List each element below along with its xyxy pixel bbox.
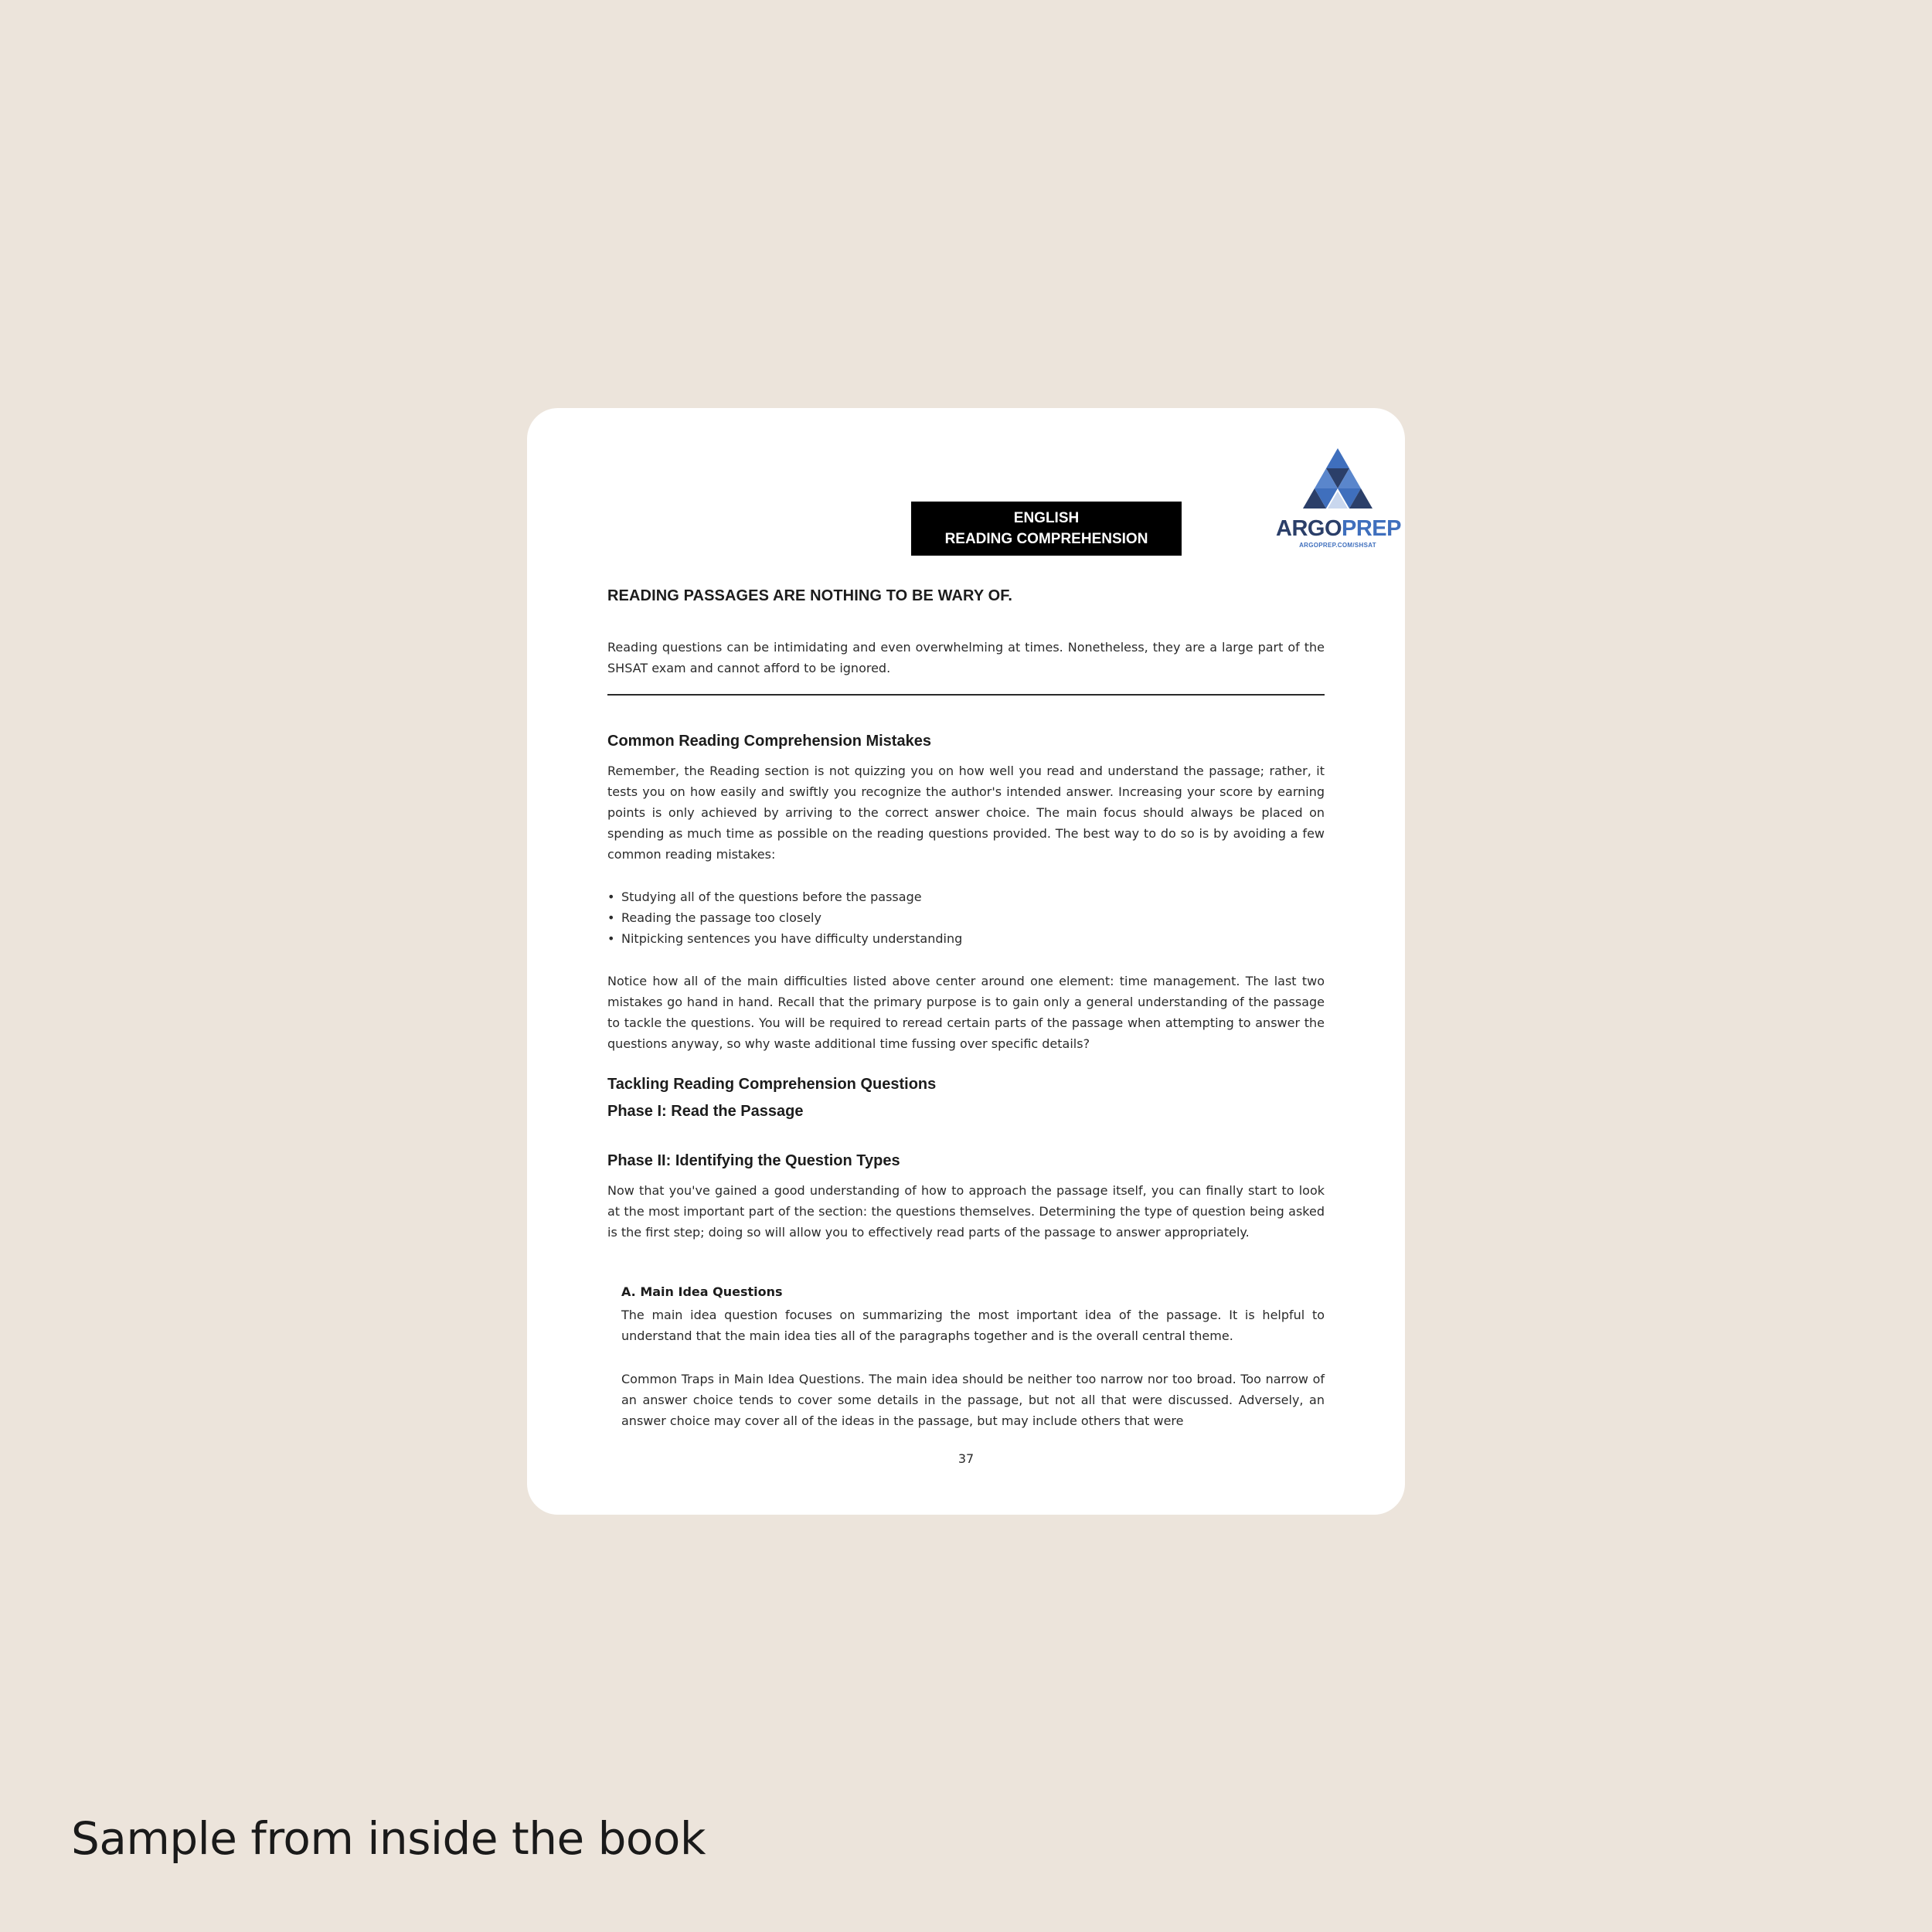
notice-paragraph: Notice how all of the main difficulties listed above center around one element: time management. The last two mistakes go hand in hand. Recall that the primary purpose is to gain only a general understanding of the passage to tackle the questions. You will be required to reread certain parts of the passage when attempting to answer the questions anyway, so why waste additional time fussing over specific details? bbox=[607, 974, 1325, 1051]
phase2-paragraph: Now that you've gained a good understanding of how to approach the passage itself, you can finally start to look at the most important part of the section: the questions themselves. Determining the type of question being asked is the first step; doing so will allow you to effectively read parts of the passage to answer appropriately. bbox=[607, 1183, 1325, 1240]
page-number: 37 bbox=[957, 1451, 975, 1466]
section-banner bbox=[911, 502, 1182, 556]
traps-paragraph: Common Traps in Main Idea Questions. The main idea should be neither too narrow nor too broad. Too narrow of an answer choice tends to cover some details in the passage, but not all that were discussed. Adversely, an answer choice may cover all of the ideas in the passage, but may include others that were bbox=[621, 1372, 1325, 1428]
tackling-heading: Tackling Reading Comprehension Questions bbox=[607, 1076, 937, 1093]
list-item: • Nitpicking sentences you have difficulty understanding bbox=[607, 928, 1325, 949]
banner-line-1: ENGLISH bbox=[1013, 510, 1080, 526]
sample-caption: Sample from inside the book bbox=[71, 1812, 706, 1865]
divider-rule bbox=[607, 694, 1325, 696]
logo-prep: PREP bbox=[1342, 516, 1401, 541]
banner-line-2: READING COMPREHENSION bbox=[944, 531, 1148, 547]
argoprep-logo bbox=[1276, 448, 1400, 549]
mistakes-list bbox=[607, 886, 1325, 949]
logo-wordmark bbox=[1276, 516, 1400, 542]
logo-argo: ARGO bbox=[1276, 516, 1342, 541]
main-idea-heading: A. Main Idea Questions bbox=[621, 1284, 783, 1299]
main-heading: READING PASSAGES ARE NOTHING TO BE WARY OF. bbox=[607, 587, 1012, 604]
book-page-card bbox=[527, 408, 1405, 1515]
mistakes-heading: Common Reading Comprehension Mistakes bbox=[607, 733, 931, 750]
intro-paragraph: Reading questions can be intimidating and even overwhelming at times. Nonetheless, they are a large part of the SHSAT exam and cannot afford to be ignored. bbox=[607, 640, 1325, 675]
logo-url: ARGOPREP.COM/SHSAT bbox=[1299, 542, 1376, 549]
main-idea-paragraph: The main idea question focuses on summarizing the most important idea of the passage. It is helpful to understand that the main idea ties all of the paragraphs together and is the overall central theme. bbox=[621, 1308, 1325, 1343]
list-item: • Studying all of the questions before the passage bbox=[607, 886, 1325, 907]
triangle-logo-icon bbox=[1299, 448, 1376, 516]
phase2-heading: Phase II: Identifying the Question Types bbox=[607, 1152, 900, 1169]
list-item: • Reading the passage too closely bbox=[607, 907, 1325, 928]
phase1-heading: Phase I: Read the Passage bbox=[607, 1103, 804, 1120]
mistakes-paragraph: Remember, the Reading section is not quizzing you on how well you read and understand the passage; rather, it tests you on how easily and swiftly you recognize the author's intended answer. Increasing your score by earning points is only achieved by arriving to the correct answer choice. The main focus should always be placed on spending as much time as possible on the reading questions provided. The best way to do so is by avoiding a few common reading mistakes: bbox=[607, 764, 1325, 862]
